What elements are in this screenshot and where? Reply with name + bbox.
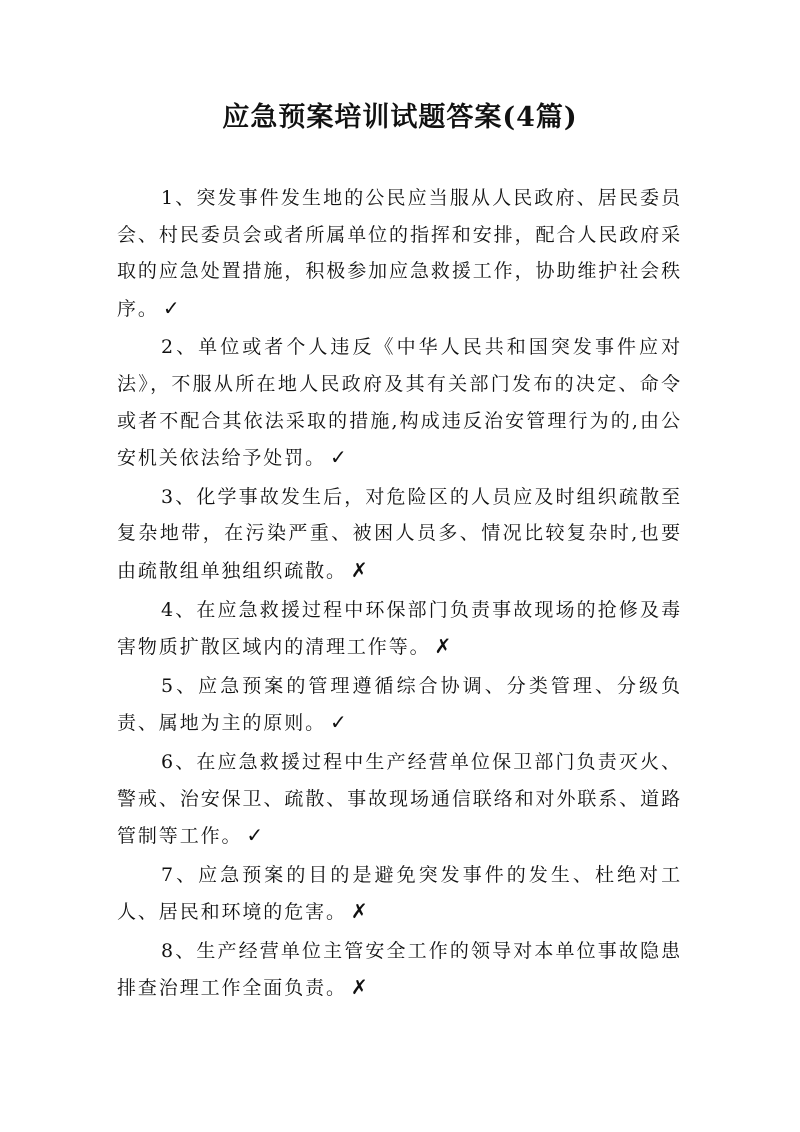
question-text: 4、在应急救援过程中环保部门负责事故现场的抢修及毒害物质扩散区域内的清理工作等。 bbox=[117, 598, 682, 659]
question-item bbox=[117, 592, 682, 666]
question-text: 7、应急预案的目的是避免突发事件的发生、杜绝对工人、居民和环境的危害。 bbox=[117, 863, 682, 924]
question-text: 8、生产经营单位主管安全工作的领导对本单位事故隐患排查治理工作全面负责。 bbox=[117, 939, 682, 1000]
question-item bbox=[117, 329, 682, 476]
question-item bbox=[117, 933, 682, 1007]
question-text: 2、单位或者个人违反《中华人民共和国突发事件应对法》，不服从所在地人民政府及其有关部门发布的决定、命令或者不配合其依法采取的措施,构成违反治安管理行为的,由公安机关依法给予处罚。 bbox=[117, 336, 682, 470]
answer-mark-icon: ✓ bbox=[246, 823, 264, 848]
question-item bbox=[117, 668, 682, 742]
question-text: 6、在应急救援过程中生产经营单位保卫部门负责灭火、警戒、治安保卫、疏散、事故现场通信联络和对外联系、道路管制等工作。 bbox=[117, 750, 682, 848]
answer-mark-icon: ✗ bbox=[350, 975, 368, 1000]
question-text: 3、化学事故发生后，对危险区的人员应及时组织疏散至复杂地带，在污染严重、被困人员多、情况比较复杂时,也要由疏散组单独组织疏散。 bbox=[117, 485, 682, 582]
answer-mark-icon: ✓ bbox=[162, 295, 180, 320]
page-title: 应急预案培训试题答案(4篇) bbox=[222, 102, 578, 133]
question-item bbox=[117, 479, 682, 590]
question-text: 1、突发事件发生地的公民应当服从人民政府、居民委员会、村民委员会或者所属单位的指挥和安排，配合人民政府采取的应急处置措施，积极参加应急救援工作，协助维护社会秩序。 bbox=[117, 187, 682, 320]
answer-mark-icon: ✗ bbox=[434, 634, 452, 659]
answer-mark-icon: ✗ bbox=[350, 899, 368, 924]
question-list bbox=[117, 180, 682, 1009]
question-text: 5、应急预案的管理遵循综合协调、分类管理、分级负责、属地为主的原则。 bbox=[117, 674, 682, 735]
answer-mark-icon: ✗ bbox=[350, 557, 368, 582]
answer-mark-icon: ✓ bbox=[330, 445, 347, 470]
question-item bbox=[117, 180, 682, 327]
question-item bbox=[117, 744, 682, 855]
answer-mark-icon: ✓ bbox=[330, 710, 347, 735]
question-item bbox=[117, 857, 682, 931]
